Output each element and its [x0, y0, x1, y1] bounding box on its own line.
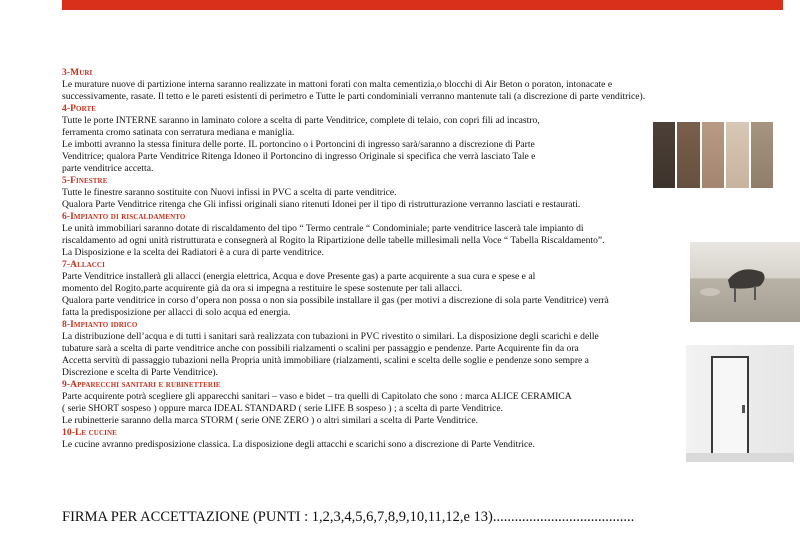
text-line: La Disposizione e la scelta dei Radiatori è a cura di parte venditrice.: [62, 247, 324, 258]
section-number: 10-: [62, 428, 75, 438]
section-sanitari: [62, 379, 677, 427]
text-line: Le unità immobiliari saranno dotate di riscaldamento del tipo “ Termo centrale “ Condominiale; parte venditrice lascerà tale impianto di: [62, 223, 584, 234]
text-line: Qualora Parte Venditrice ritenga che Gli infissi originali siano ritenuti Idonei per il tipo di ristrutturazione verranno lasciati e restaurati.: [62, 199, 581, 210]
text-line: Parte Venditrice installerà gli allacci (energia elettrica, Acqua e dove Presente gas) a parte acquirente a sua cura e spese e al: [62, 271, 536, 282]
text-line: ferramenta cromo satinata con serratura mediana e maniglia.: [62, 127, 295, 138]
section-name: Porte: [70, 104, 97, 114]
text-line: Le rubinetterie saranno della marca STORM ( serie ONE ZERO ) o altri similari a scelta di Parte Venditrice.: [62, 415, 479, 426]
text-line: fatta la predisposizione per allacci di solo acqua ed energia.: [62, 307, 291, 318]
header-bar: [62, 0, 783, 10]
text-line: La distribuzione dell’acqua e di tutti i sanitari sarà realizzata con tubazioni in PVC rivestito o similari. La disposizione degli scarichi e delle: [62, 331, 599, 342]
section-title: [62, 175, 677, 187]
swatch-grey: [751, 122, 773, 188]
section-name: Impianto di riscaldamento: [70, 212, 186, 222]
section-number: 5-: [62, 176, 71, 186]
section-cucine: [62, 427, 677, 451]
section-title: [62, 67, 677, 79]
text-line: Discrezione e scelta di Parte Venditrice).: [62, 367, 218, 378]
section-name: Apparecchi sanitari e rubinetterie: [70, 380, 221, 390]
text-line: momento del Rogito,parte acquirente già da ora si impegna a restituire le spese sostenute per tali allacci.: [62, 283, 463, 294]
section-title: [62, 319, 677, 331]
interior-room-image: [690, 242, 800, 322]
section-idrico: [62, 319, 677, 379]
section-riscaldamento: [62, 211, 677, 259]
text-line: ( serie SHORT sospeso ) oppure marca IDEAL STANDARD ( serie LIFE B sospeso ) ; a scelta di parte Venditrice.: [62, 403, 504, 414]
section-name: Allacci: [70, 260, 105, 270]
swatch-walnut: [677, 122, 699, 188]
text-line: riscaldamento ad ogni unità ristrutturata e consegnerà al Rogito la Ripartizione delle tabelle millesimali nella Voce “ Tabella Riscaldamento”.: [62, 235, 605, 246]
text-line: Accetta servitù di passaggio tubazioni nella Propria unità immobiliare (rialzamenti, scalini e scelta delle soglie e pendenze sono sempre a: [62, 355, 589, 366]
section-title: [62, 379, 677, 391]
document-body: [62, 67, 677, 451]
section-number: 7-: [62, 260, 71, 270]
chair-icon: [690, 242, 800, 322]
signature-line: FIRMA PER ACCETTAZIONE (PUNTI : 1,2,3,4,5,6,7,8,9,10,11,12,e 13).......................................: [62, 509, 635, 525]
section-allacci: [62, 259, 677, 319]
section-name: Le cucine: [74, 428, 117, 438]
section-number: 3-: [62, 68, 71, 78]
swatch-dark: [653, 122, 675, 188]
section-title: [62, 103, 677, 115]
section-name: Muri: [70, 68, 93, 78]
text-line: successivamente, rasate. Il tetto e le pareti esistenti di perimetro e Tutte le parti condominiali verranno mantenute tali (a discrezione di parte venditrice).: [62, 91, 646, 102]
section-porte: [62, 103, 677, 175]
section-number: 6-: [62, 212, 71, 222]
door-laminate-swatches-image: [653, 122, 773, 188]
section-name: Impianto idrico: [70, 320, 138, 330]
text-line: Qualora parte venditrice in corso d’opera non possa o non sia possibile installare il gas (per motivi a discrezione di sola parte Venditrice) verrà: [62, 295, 609, 306]
swatch-oak: [702, 122, 724, 188]
text-line: Venditrice; qualora Parte Venditrice Ritenga Idoneo il Portoncino di ingresso Originale si specifica che verrà lasciato Tale e: [62, 151, 536, 162]
text-line: parte venditrice accetta.: [62, 163, 154, 174]
text-line: tubature sarà a scelta di parte venditrice anche con possibili rialzamenti o scalini per passaggio e pendenze. Parte Acquirente fin da ora: [62, 343, 579, 354]
door-image: [686, 345, 794, 462]
section-number: 8-: [62, 320, 71, 330]
text-line: Le imbotti avranno la stessa finitura delle porte. IL portoncino o i Portoncini di ingresso sarà/saranno a discrezione di Parte: [62, 139, 535, 150]
door-icon: [686, 345, 794, 462]
section-title: [62, 427, 677, 439]
section-title: [62, 259, 677, 271]
section-title: [62, 211, 677, 223]
text-line: Tutte le porte INTERNE saranno in laminato colore a scelta di parte Venditrice, complete di telaio, con copri fili ad incastro,: [62, 115, 540, 126]
section-finestre: [62, 175, 677, 211]
text-line: Le cucine avranno predisposizione classica. La disposizione degli attacchi e scarichi sono a discrezione di Parte Venditrice.: [62, 439, 535, 450]
swatch-light: [726, 122, 748, 188]
text-line: Tutte le finestre saranno sostituite con Nuovi infissi in PVC a scelta di parte venditrice.: [62, 187, 397, 198]
section-name: Finestre: [70, 176, 108, 186]
text-line: Parte acquirente potrà scegliere gli apparecchi sanitari – vaso e bidet – tra quelli di Capitolato che sono : marca ALICE CERAMICA: [62, 391, 572, 402]
text-line: Le murature nuove di partizione interna saranno realizzate in mattoni forati con malta cementizia,o blocchi di Air Beton o poraton, intonacate e: [62, 79, 613, 90]
section-number: 4-: [62, 104, 71, 114]
section-muri: [62, 67, 677, 103]
section-number: 9-: [62, 380, 71, 390]
